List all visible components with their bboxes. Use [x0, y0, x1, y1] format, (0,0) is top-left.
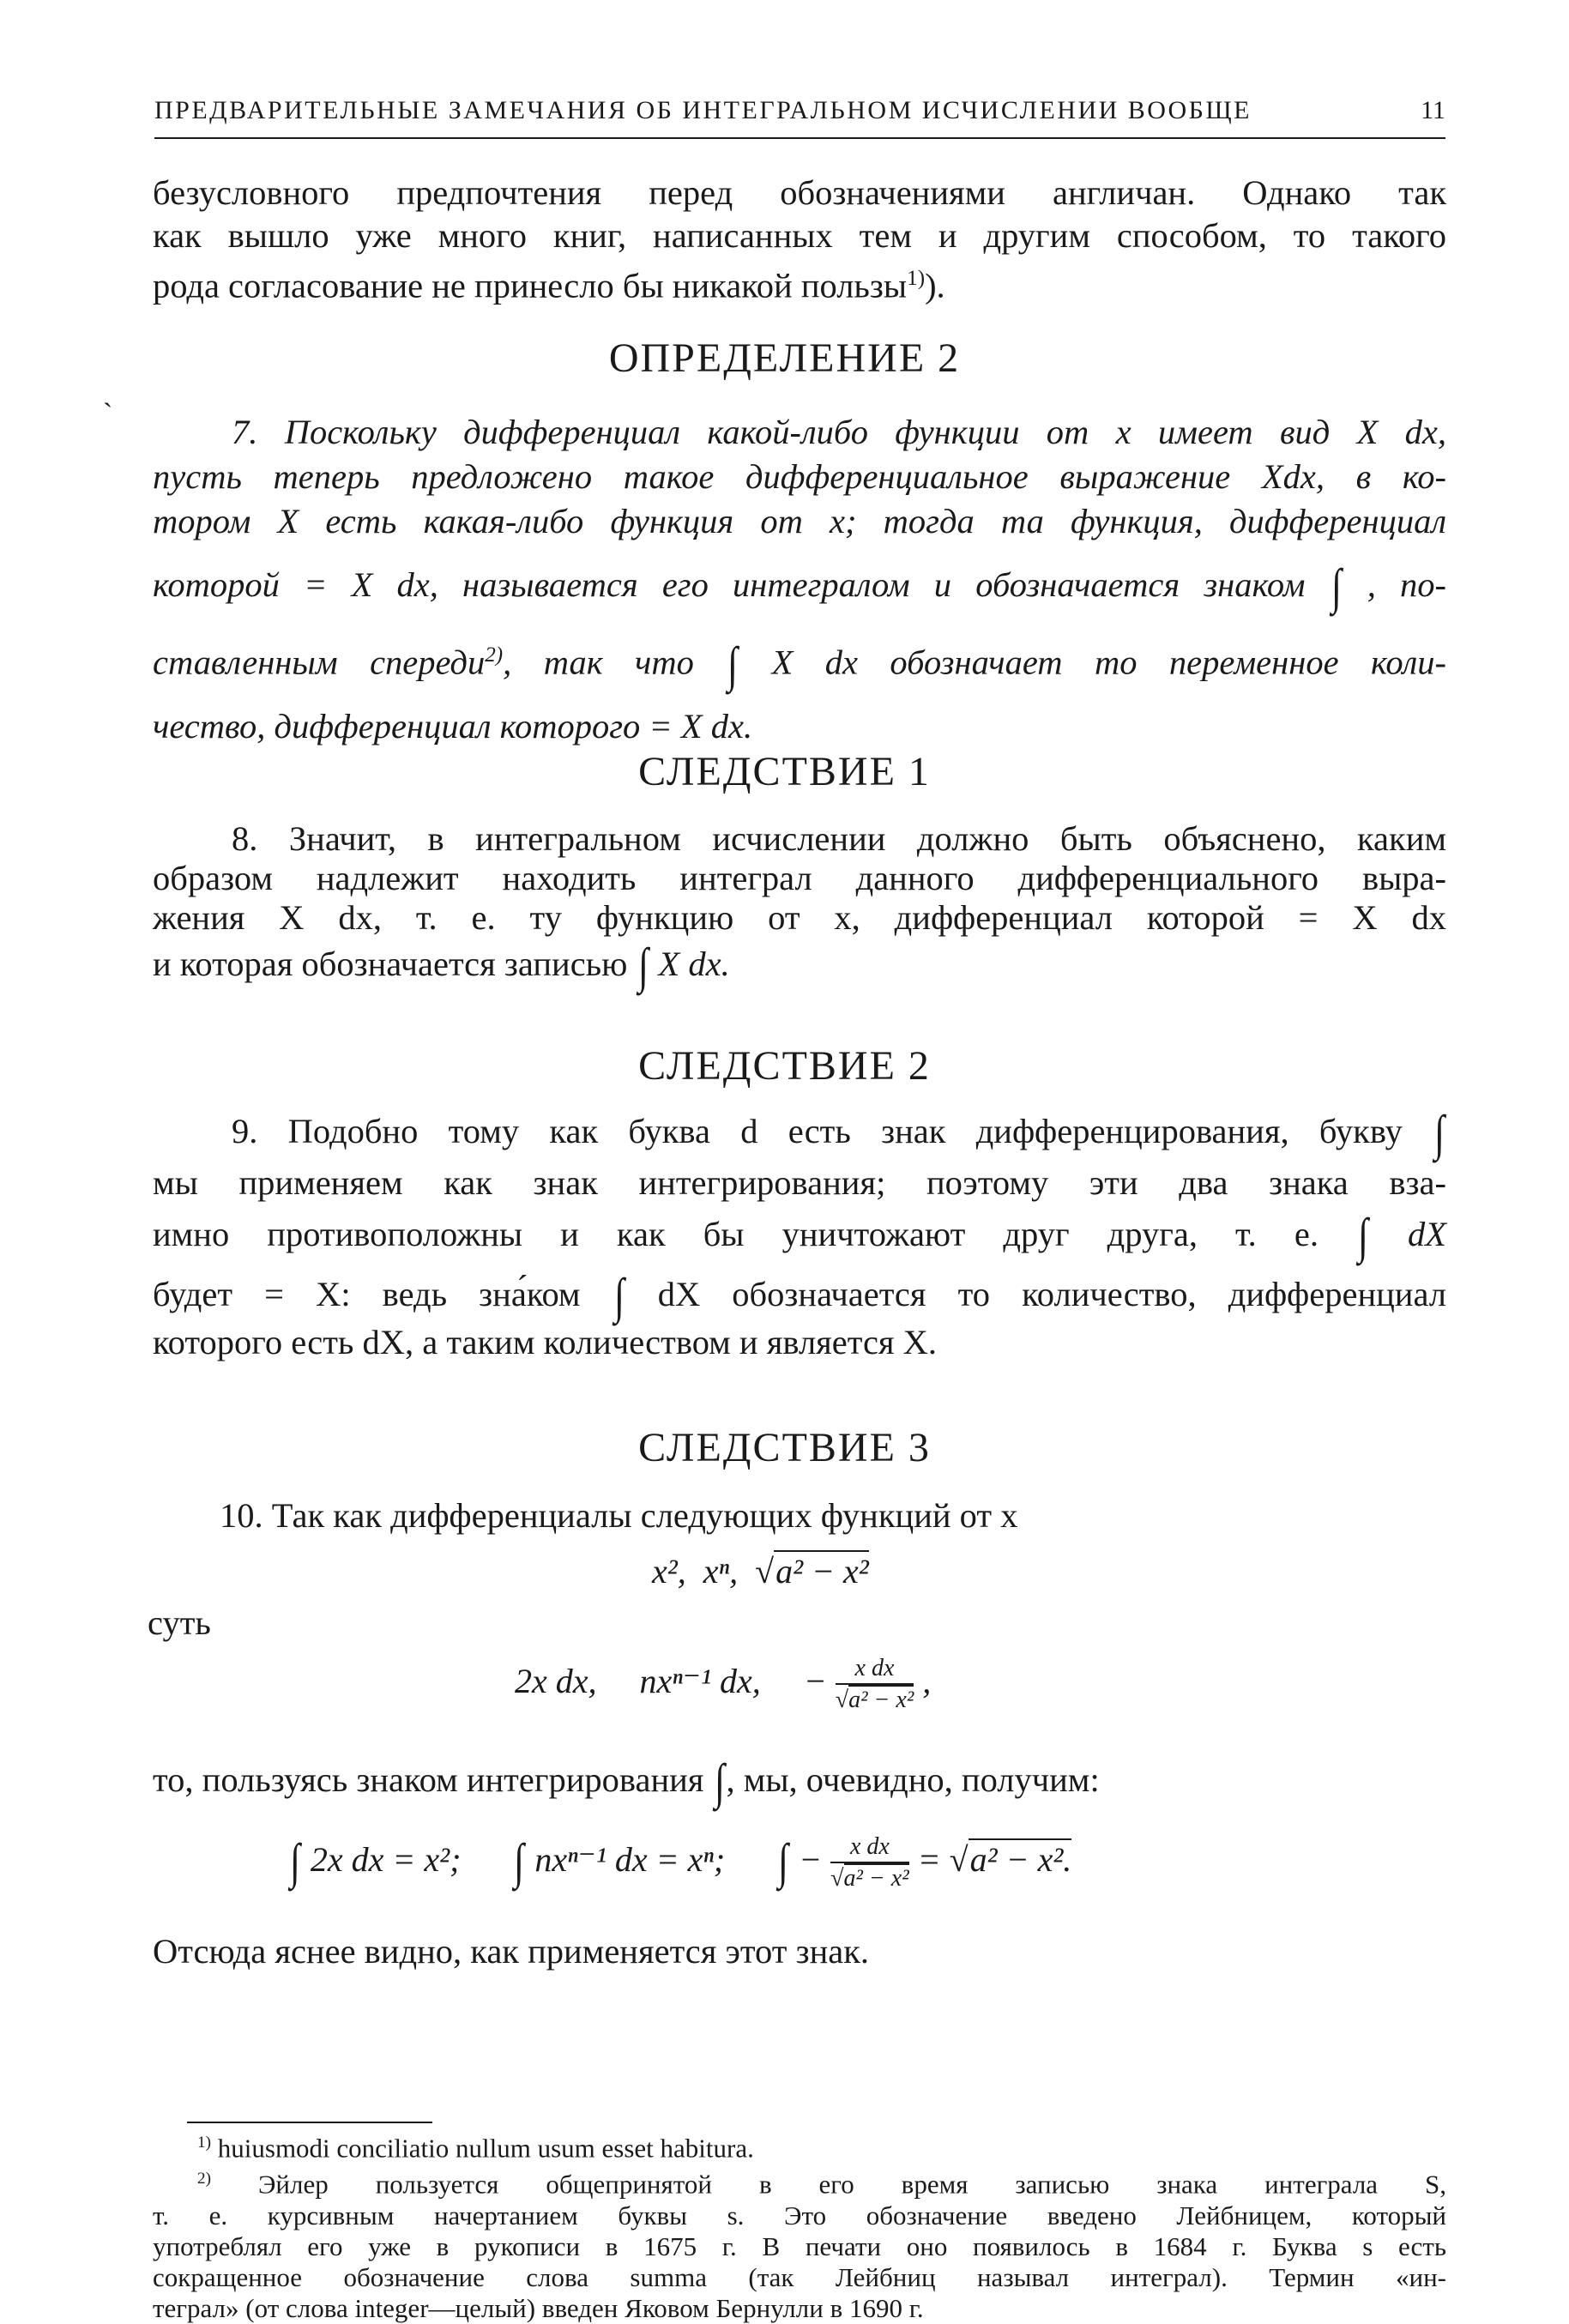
corollary3-line: 10. Так как дифференциалы следующих функций от x: [220, 1496, 1018, 1535]
corollary1-line: 8. Значит, в интегральном исчислении должно быть объяснено, каким: [232, 819, 1446, 858]
header-title: ПРЕДВАРИТЕЛЬНЫЕ ЗАМЕЧАНИЯ ОБ ИНТЕГРАЛЬНОМ ИСЧИСЛЕНИИ ВООБЩЕ: [154, 96, 1252, 124]
footnote-2-line: употреблял его уже в рукописи в 1675 г. В печати оно появилось в 1684 г. Буква s есть: [153, 2230, 1446, 2261]
corollary2-line: которого есть dX, а таким количеством и является X.: [153, 1323, 938, 1361]
corollary2-heading: СЛЕДСТВИЕ 2: [638, 1043, 931, 1089]
corollary1-line: жения X dx, т. е. ту функцию от x, дифференциал которой = X dx: [153, 898, 1446, 937]
corollary1-line: и которая обозначается записью ∫ X dx.: [153, 938, 730, 993]
corollary2-line: 9. Подобно тому как буква d есть знак дифференцирования, букву ∫: [232, 1105, 1445, 1161]
corollary2-line: мы применяем как знак интегрирования; поэтому эти два знака вза-: [153, 1163, 1446, 1202]
corollary1-line: образом надлежит находить интеграл данного дифференциального выра-: [153, 859, 1446, 897]
definition-line: пусть теперь предложено такое дифференциальное выражение Xdx, в ко-: [153, 457, 1446, 496]
sut-word: суть: [148, 1603, 211, 1642]
definition-paragraph: [153, 410, 1446, 749]
fraction: $\frac{\text{x dx}}{\text{√a² − x²}}$: [835, 1655, 914, 1713]
definition-heading: ОПРЕДЕЛЕНИЕ 2: [608, 335, 961, 381]
footnote-2-line: теграл» (от слова integer—целый) введен Яковом Бернулли в 1690 г.: [153, 2292, 924, 2323]
corollary3-line2: [153, 1754, 1446, 1809]
definition-line: чество, дифференциал которого = X dx.: [153, 706, 753, 745]
sqrt-expression: √a² − x².: [949, 1840, 1072, 1880]
footnotes: [153, 2128, 1446, 2324]
corollary2-paragraph: [153, 1105, 1447, 1363]
closing-paragraph: [153, 1930, 1446, 1973]
definition-line: ставленным спереди$^{2)}$, так что ∫ X dx обозначает то переменное коли-: [153, 636, 1447, 692]
intro-line: рода согласование не принесло бы никакой пользы$^{1)}$).: [153, 266, 945, 305]
sqrt-expression: √a² − x²: [755, 1552, 869, 1591]
header-rule: [154, 137, 1445, 139]
definition-line: которой = X dx, называется его интегралом и обозначается знаком ∫ , по-: [153, 558, 1447, 614]
footnote-2-line: т. е. курсивным начертанием буквы s. Это обозначение введено Лейбницем, который: [153, 2200, 1446, 2230]
margin-mark: ˏ: [103, 376, 113, 407]
definition-line: тором X есть какая-либо функция от x; тогда та функция, дифференциал: [153, 502, 1446, 540]
corollary1-paragraph: [153, 819, 1446, 993]
intro-line: как вышло уже много книг, написанных тем и другим способом, то такого: [153, 216, 1446, 255]
intro-paragraph: [153, 172, 1446, 308]
definition-line: 7. Поскольку дифференциал какой-либо функции от x имеет вид X dx,: [232, 413, 1446, 451]
corollary2-line: будет = X: ведь зна́ком ∫ dX обозначается то количество, дифференциал: [153, 1268, 1447, 1324]
page-number: 11: [1421, 96, 1445, 124]
intro-line: безусловного предпочтения перед обозначениями англичан. Однако так: [153, 173, 1446, 212]
footnote-1: $^{1)}$ huiusmodi conciliatio nullum usum esset habitura.: [197, 2133, 754, 2164]
fraction: $\frac{\text{x dx}}{\text{√a² − x²}}$: [830, 1833, 909, 1892]
closing-line: Отсюда яснее видно, как применяется этот знак.: [153, 1932, 870, 1971]
corollary2-line: имно противоположны и как бы уничтожают друг друга, т. е. ∫ dX: [153, 1208, 1447, 1264]
footnote-2-line: сокращенное обозначение слова summa (так Лейбниц называл интеграл). Термин «ин-: [153, 2261, 1446, 2292]
footnote-2-line: $^{2)}$ Эйлер пользуется общепринятой в его время записью знака интеграла S,: [197, 2169, 1446, 2200]
footnote-ref-2: 2): [485, 643, 504, 667]
integrals-formula: ∫ 2x dx = x²; ∫ nxⁿ⁻¹ dx = xⁿ; ∫ − $\frac{\text{x dx}}{\text{√a² − x²}}$ = √a² − x².: [288, 1832, 1071, 1894]
corollary3-heading: СЛЕДСТВИЕ 3: [638, 1425, 931, 1470]
corollary3-intro: [153, 1494, 1446, 1537]
running-header: [154, 96, 1445, 125]
footnote-ref-1: 1): [907, 267, 926, 290]
differentials-formula: 2x dx, nxⁿ⁻¹ dx, − $\frac{\text{x dx}}{\text{√a² − x²}}$ ,: [515, 1654, 931, 1716]
footnote-rule: [187, 2122, 432, 2123]
corollary3-line: то, пользуясь знаком интегрирования ∫, мы, очевидно, получим:: [153, 1754, 1100, 1809]
corollary1-heading: СЛЕДСТВИЕ 1: [638, 749, 931, 794]
functions-formula: x², xⁿ, √a² − x²: [652, 1552, 869, 1591]
